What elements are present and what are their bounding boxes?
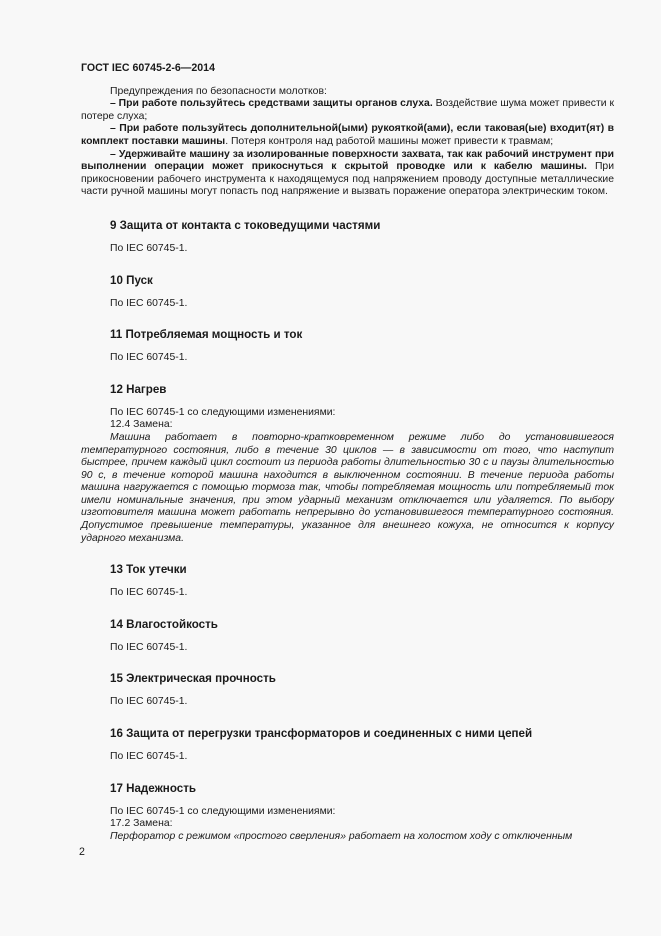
section-body: По IEC 60745-1. — [110, 242, 188, 254]
subsection-label: 12.4 Замена: — [110, 419, 173, 431]
warning-bold-text: – При работе пользуйтесь дополнительной(ыми) рукояткой(ами), если таковая(ые) входит(ят) в комплект поставки машины — [81, 123, 614, 147]
section-title: 16 Защита от перегрузки трансформаторов и соединенных с ними цепей — [110, 727, 533, 741]
section-body: По IEC 60745-1 со следующими изменениями: — [110, 406, 336, 418]
section-body: По IEC 60745-1. — [110, 751, 188, 763]
section-title: 9 Защита от контакта с токоведущими частями — [110, 218, 381, 232]
section-italic-text: Перфоратор с режимом «простого сверления» работает на холостом ходу с отключенным — [110, 830, 573, 842]
section-body: По IEC 60745-1. — [110, 696, 188, 708]
section-body: По IEC 60745-1 со следующими изменениями: — [110, 805, 336, 817]
section-title: 14 Влагостойкость — [110, 617, 218, 631]
document-header: ГОСТ IEC 60745-2-6—2014 — [81, 62, 215, 74]
document-page — [81, 62, 614, 843]
section-body: По IEC 60745-1. — [110, 641, 188, 653]
warning-bold-text: – Удерживайте машину за изолированные поверхности захвата, так как рабочий инструмент при выполнении операции может прикоснуться к скрытой проводке или к кабелю машины. — [81, 148, 614, 173]
intro-lead: Предупреждения по безопасности молотков: — [110, 85, 327, 97]
warning-text: Воздействие шума может привести к потере слуха; — [81, 98, 614, 122]
warning-item — [81, 98, 614, 123]
warning-item — [81, 123, 614, 148]
section-body: По IEC 60745-1. — [110, 352, 188, 364]
section-title: 11 Потребляемая мощность и ток — [110, 328, 303, 342]
section-title: 12 Нагрев — [110, 382, 167, 396]
section-title: 17 Надежность — [110, 781, 196, 795]
section-title: 15 Электрическая прочность — [110, 672, 276, 686]
section-title: 13 Ток утечки — [110, 563, 187, 577]
section-body: По IEC 60745-1. — [110, 587, 188, 599]
section-body: По IEC 60745-1. — [110, 297, 188, 309]
section-italic-text: Машина работает в повторно-кратковременном режиме либо до установившегося температурного состояния, либо в течение 30 циклов — в зависимости от того, что наступит быстрее, причем каждый цикл состоит из периода работы длительностью 30 с и паузы длительностью 90 с, в течение которой машина находится в выключенном состоянии. В течение периода работы машина нагружается с помощью тормоза так, чтобы потребляемая мощность или потребляемый ток имели номинальные значения, при этом ударный механизм отключается или удаляется. По выбору изготовителя машина может работать непрерывно до установившегося температурного состояния. Допустимое превышение температуры, указанное для внешнего кожуха, не относится к корпусу ударного механизма. — [81, 431, 614, 544]
warning-bold-text: – При работе пользуйтесь средствами защиты органов слуха. — [110, 98, 433, 110]
subsection-label: 17.2 Замена: — [110, 818, 173, 830]
warning-item — [81, 149, 614, 199]
section-title: 10 Пуск — [110, 273, 153, 287]
page-number: 2 — [79, 846, 85, 858]
warning-text: . Потеря контроля над работой машины может привести к травмам; — [225, 135, 554, 147]
warning-text: При прикосновении рабочего инструмента к находящемуся под напряжением проводу доступные металлические части ручной машины могут попасть под напряжение и вызвать поражение оператора электрическим током. — [81, 161, 614, 198]
